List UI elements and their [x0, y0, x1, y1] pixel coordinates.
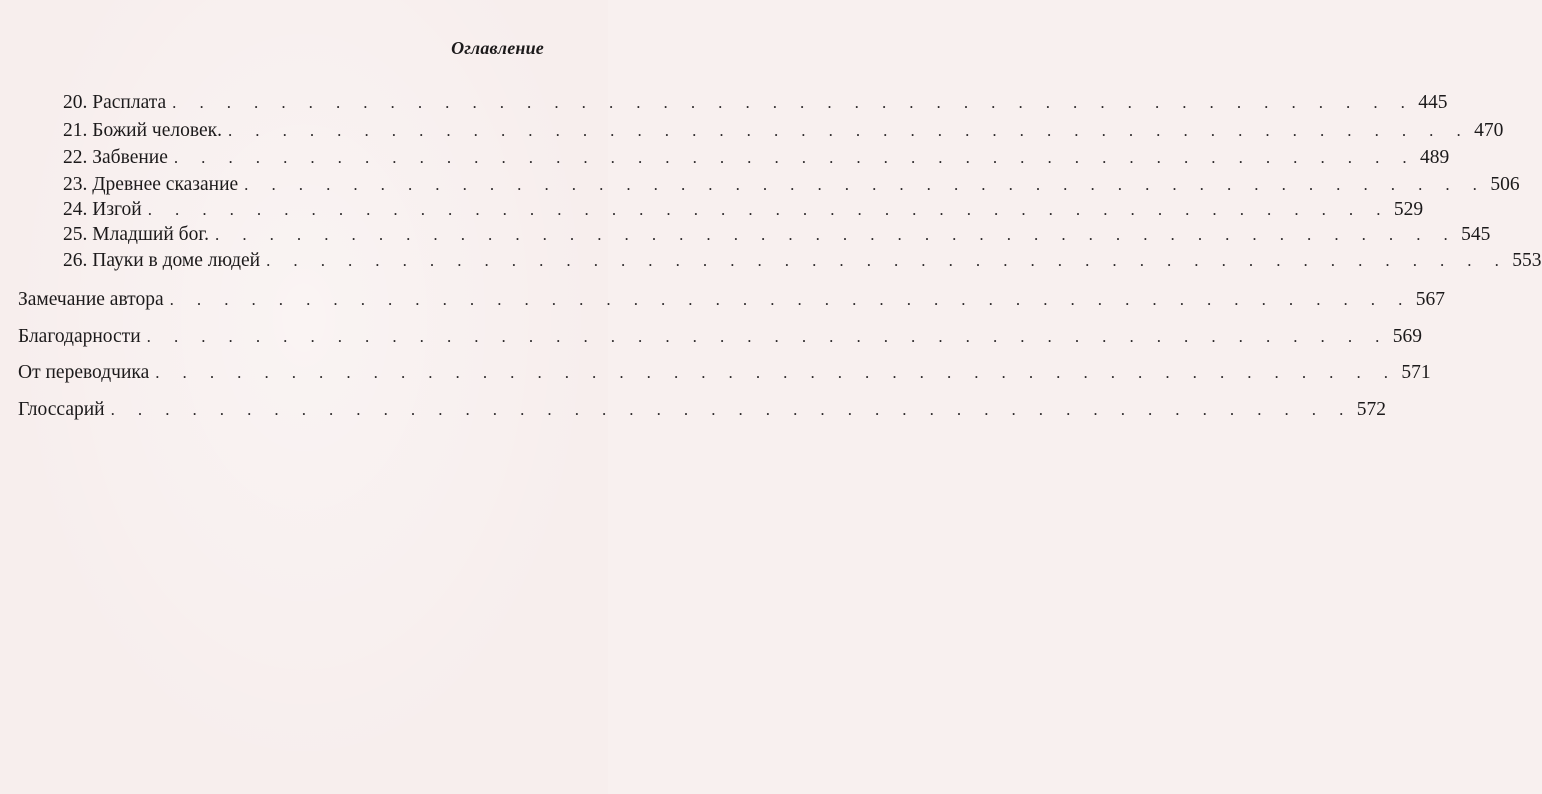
toc-entry-label: 26. Пауки в доме людей — [63, 250, 261, 271]
dot-leader: . . . . . . . . . . . . . . . . . . . . . . . . . . . . . . . . . . . . . . . . . . . . . . — [155, 363, 1398, 382]
toc-entry-label: 24. Изгой — [63, 199, 142, 220]
toc-entry-chapter-25[interactable] — [63, 223, 1491, 247]
dot-leader: . . . . . . . . . . . . . . . . . . . . . . . . . . . . . . . . . . . . . . . . . . . . . . — [146, 327, 1389, 346]
toc-entry-label: 20. Расплата — [63, 92, 167, 113]
toc-entry-page: 529 — [1393, 199, 1424, 220]
dot-leader: . . . . . . . . . . . . . . . . . . . . . . . . . . . . . . . . . . . . . . . . . . . . . . — [215, 225, 1458, 244]
toc-entry-chapter-20[interactable] — [63, 91, 1448, 115]
toc-entry-label: Замечание автора — [18, 289, 164, 310]
toc-entry-chapter-22[interactable] — [63, 146, 1450, 170]
toc-entry-label: 21. Божий человек. — [63, 120, 222, 141]
toc-entry-label: 23. Древнее сказание — [63, 174, 239, 195]
toc-entry-chapter-21[interactable] — [63, 119, 1504, 143]
toc-entry-page: 569 — [1392, 326, 1423, 347]
dot-leader: . . . . . . . . . . . . . . . . . . . . . . . . . . . . . . . . . . . . . . . . . . . . . . — [266, 251, 1509, 270]
toc-entry-page: 545 — [1461, 224, 1491, 245]
toc-header: Оглавление — [451, 38, 544, 58]
dot-leader: . . . . . . . . . . . . . . . . . . . . . . . . . . . . . . . . . . . . . . . . . . . . . . — [169, 290, 1412, 309]
toc-entry-chapter-23[interactable] — [63, 173, 1520, 197]
toc-entry-label: От переводчика — [18, 362, 150, 383]
toc-entry-page: 445 — [1418, 92, 1448, 113]
toc-entry-chapter-26[interactable] — [63, 249, 1542, 273]
toc-entry-label: 22. Забвение — [63, 147, 168, 168]
dot-leader: . . . . . . . . . . . . . . . . . . . . . . . . . . . . . . . . . . . . . . . . . . . . . . — [244, 175, 1487, 194]
toc-entry-page: 571 — [1401, 362, 1431, 383]
toc-entry-label: 25. Младший бог. — [63, 224, 210, 245]
toc-entry-chapter-24[interactable] — [63, 198, 1424, 222]
dot-leader: . . . . . . . . . . . . . . . . . . . . . . . . . . . . . . . . . . . . . . . . . . . . . . — [173, 148, 1417, 167]
dot-leader: . . . . . . . . . . . . . . . . . . . . . . . . . . . . . . . . . . . . . . . . . . . . . . — [147, 200, 1390, 219]
toc-entry-label: Благодарности — [18, 326, 141, 347]
dot-leader: . . . . . . . . . . . . . . . . . . . . . . . . . . . . . . . . . . . . . . . . . . . . . . — [172, 93, 1415, 112]
toc-entry-page: 567 — [1415, 289, 1445, 310]
toc-entry-page: 470 — [1474, 120, 1504, 141]
toc-entry-page: 553 — [1512, 250, 1542, 271]
toc-entry-label: Глоссарий — [18, 399, 105, 420]
toc-entry-glossary[interactable] — [18, 398, 1387, 422]
toc-entry-author-note[interactable] — [18, 288, 1445, 312]
dot-leader: . . . . . . . . . . . . . . . . . . . . . . . . . . . . . . . . . . . . . . . . . . . . . . — [110, 400, 1353, 419]
toc-entry-acknowledgements[interactable] — [18, 325, 1423, 349]
toc-entry-page: 506 — [1490, 174, 1520, 195]
dot-leader: . . . . . . . . . . . . . . . . . . . . . . . . . . . . . . . . . . . . . . . . . . . . . . — [227, 121, 1471, 140]
toc-entry-translator-note[interactable] — [18, 361, 1431, 385]
toc-entry-page: 572 — [1356, 399, 1387, 420]
toc-entry-page: 489 — [1420, 147, 1450, 168]
